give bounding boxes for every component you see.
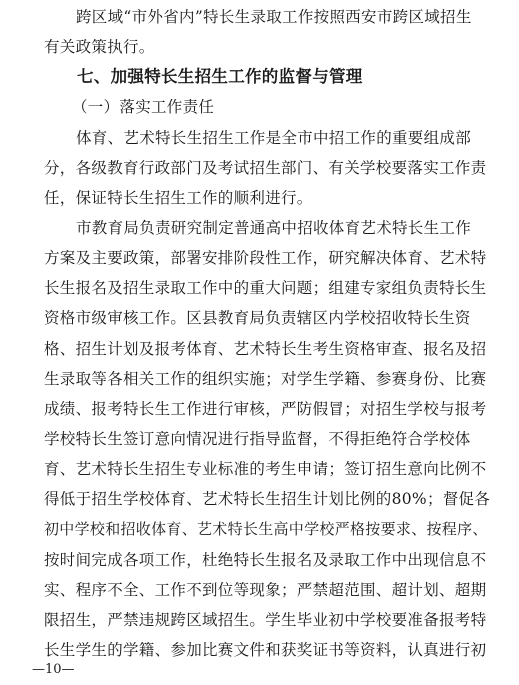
text-line: 体育、艺术特长生招生工作是全市中招工作的重要组成部 [76,129,472,147]
text-line: 分，各级教育行政部门及考试招生部门、有关学校要落实工作责 [44,159,487,177]
text-line: 跨区域“市外省内”特长生录取工作按照西安市跨区域招生 [76,8,472,26]
text-line: 得低于招生学校体育、艺术特长生招生计划比例的80%；督促各 [44,490,491,508]
text-line: 学校特长生签订意向情况进行指导监督，不得拒绝符合学校体 [44,430,471,448]
text-line: 初中学校和招收体育、艺术特长生高中学校严格按要求、按程序、 [44,520,488,538]
text-line: 格、招生计划及报考体育、艺术特长生考生资格审查、报名及招 [44,340,487,358]
text-line: 长生报名及招生录取工作中的重大问题；组建专家组负责特长生 [44,279,487,297]
subsection-heading: （一）落实工作责任 [72,98,215,116]
text-line: 方案及主要政策，部署安排阶段性工作，研究解决体育、艺术特 [44,249,487,267]
text-line: 生录取等各相关工作的组织实施；对学生学籍、参赛身份、比赛 [44,370,487,388]
text-line: 成绩、报考特长生工作进行审核，严防假冒；对招生学校与报考 [44,400,487,418]
text-line: 限招生，严禁违规跨区域招生。学生毕业初中学校要准备报考特 [44,611,487,629]
page-number: —10— [32,662,75,677]
text-line: 育、艺术特长生招生专业标准的考生申请；签订招生意向比例不 [44,460,487,478]
text-line: 市教育局负责研究制定普通高中招收体育艺术特长生工作 [76,219,472,237]
text-line: 有关政策执行。 [44,38,155,56]
text-line: 资格市级审核工作。区县教育局负责辖区内学校招收特长生资 [44,309,471,327]
text-line: 任，保证特长生招生工作的顺利进行。 [44,189,313,207]
text-line: 长生学生的学籍、参加比赛文件和获奖证书等资料，认真进行初 [44,641,487,659]
text-line: 实、程序不全、工作不到位等现象；严禁超范围、超计划、超期 [44,581,487,599]
text-line: 按时间完成各项工作，杜绝特长生报名及录取工作中出现信息不 [44,551,487,569]
section-heading: 七、加强特长生招生工作的监督与管理 [77,67,363,86]
